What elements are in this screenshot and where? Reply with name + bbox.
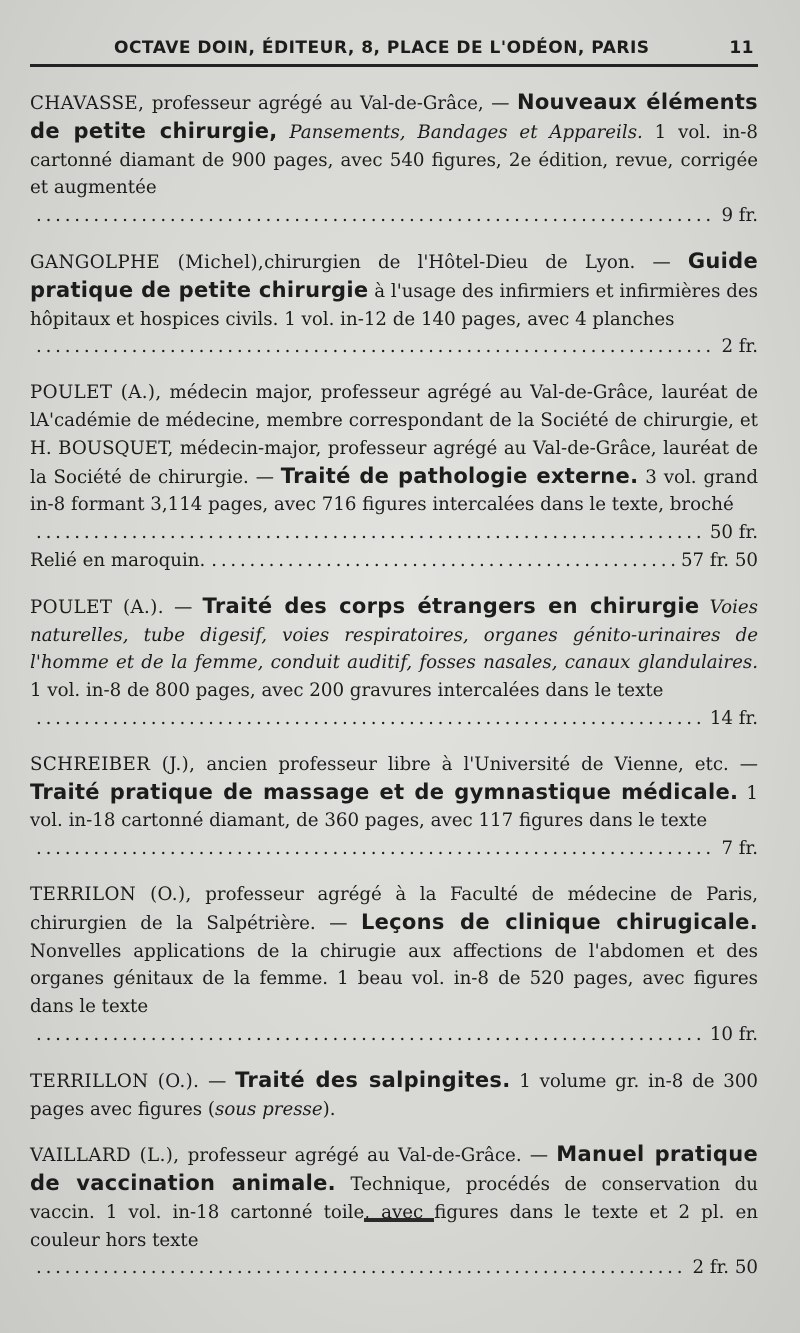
price-row: [30, 202, 758, 230]
entry-author: VAILLARD (L.),: [30, 1145, 180, 1167]
entry-author: TERRILLON (O.).: [30, 1070, 200, 1092]
entry-intro: professeur agrégé au Val-de-Grâce. —: [179, 1145, 557, 1167]
catalog-entry: [30, 751, 758, 863]
price-row: [30, 705, 758, 733]
entry-intro: professeur agrégé à la Faculté de médecine de Paris, chirurgien de la Salpétrière. —: [30, 883, 758, 934]
catalog-entry: [30, 881, 758, 1049]
entry-author: GANGOLPHE (Michel),: [30, 251, 265, 273]
catalog-entry: [30, 1067, 758, 1124]
entry-body: à l'usage des infirmiers et infirmières des hôpitaux et hospices civils. 1 vol. in-12 de 140 pages, avec 4 planches: [30, 280, 758, 330]
catalog-entry: [30, 248, 758, 361]
entry-intro: médecin major, professeur agrégé au Val-de-Grâce, lauréat de lA'cadémie de médecine, membre correspondant de la Société de chirurgie, et H. BOUSQUET, médecin-major, professeur agrégé au Val-de-Grâce, lauréat de la Société de chirurgie. —: [30, 382, 758, 488]
entry-body: 3 vol. grand in-8 formant 3,114 pages, avec 716 figures intercalées dans le texte, broché: [30, 466, 759, 516]
catalog-entry: [30, 593, 758, 733]
entry-body-end: ).: [322, 1098, 336, 1120]
price-row: [30, 835, 758, 863]
entry-price: 14 fr.: [709, 707, 758, 729]
entry-title: Traité des corps étrangers en chirurgie: [202, 593, 700, 618]
entry-price: 50 fr.: [709, 522, 758, 544]
entry-intro: chirurgien de l'Hôtel-Dieu de Lyon. —: [264, 251, 688, 273]
entry-price: 9 fr.: [721, 205, 758, 227]
entry-title: Leçons de clinique chirugicale.: [360, 909, 758, 934]
entry-subtitle: Voies naturelles, tube digesif, voies respiratoires, organes génito-urinaires de l'homme et de la femme, conduit auditif, fosses nasales, canaux glandulaires.: [30, 596, 758, 674]
entry-price: 7 fr.: [721, 838, 758, 860]
entry-body: 1 vol. in-8 cartonné diamant de 900 pages, avec 540 figures, 2e édition, revue, corrigée et augmentée: [30, 121, 758, 199]
entry-title: Traité pratique de massage et de gymnastique médicale.: [30, 779, 739, 804]
price-row: [30, 333, 758, 361]
binding-price: 57 fr. 50: [680, 549, 758, 571]
entry-author: POULET (A.).: [30, 596, 164, 618]
price-row: [30, 1254, 758, 1282]
price-row: [30, 519, 758, 547]
entry-intro: —: [163, 596, 203, 618]
entry-price: 2 fr.: [721, 336, 758, 358]
entry-title: Traité des salpingites.: [235, 1067, 511, 1092]
catalog-entry: [30, 379, 758, 575]
entry-title: Manuel pratique de vaccination animale.: [30, 1142, 758, 1196]
entry-body: Technique, procédés de conservation du vaccin. 1 vol. in-18 cartonné toile, avec figures dans le texte et 2 pl. en couleur hors texte: [30, 1174, 758, 1251]
header-title: OCTAVE DOIN, ÉDITEUR, 8, PLACE DE L'ODÉON, PARIS: [114, 38, 650, 58]
entry-intro: —: [199, 1070, 236, 1092]
entry-body: 1 vol. in-18 cartonné diamant, de 360 pages, avec 117 figures dans le texte: [30, 782, 758, 832]
entry-title: Traité de pathologie externe.: [280, 463, 639, 488]
entry-body: Nonvelles applications de la chirugie aux affections de l'abdomen et des organes génitaux de la femme. 1 beau vol. in-8 de 520 pages, avec figures dans le texte: [30, 940, 758, 1018]
entry-intro: ancien professeur libre à l'Université de Vienne, etc. —: [195, 753, 758, 775]
entry-intro: professeur agrégé au Val-de-Grâce, —: [144, 93, 517, 114]
catalog-entry: [30, 89, 758, 230]
entry-body: 1 vol. in-8 de 800 pages, avec 200 gravures intercalées dans le texte: [30, 680, 664, 702]
running-header: [30, 38, 758, 67]
catalog-entry: [30, 1141, 758, 1282]
price-row: [30, 1021, 758, 1049]
entry-title: Guide pratique de petite chirurgie: [30, 248, 758, 302]
entry-author: CHAVASSE,: [30, 93, 145, 114]
page-number: 11: [729, 38, 754, 58]
entry-subtitle: Pansements, Bandages et Appareils.: [277, 121, 643, 143]
entry-price: 10 fr.: [709, 1023, 758, 1045]
entry-note: sous presse: [215, 1098, 323, 1120]
price-row-bound: [30, 547, 758, 575]
end-rule: [364, 1218, 434, 1222]
entry-body: 1 volume gr. in-8 de 300 pages avec figures (: [30, 1070, 759, 1120]
entry-author: SCHREIBER (J.),: [30, 753, 196, 775]
entry-title: Nouveaux éléments de petite chirurgie,: [30, 90, 758, 143]
entry-author: POULET (A.),: [30, 382, 162, 404]
binding-label: Relié en maroquin.: [30, 549, 206, 571]
entry-price: 2 fr. 50: [692, 1257, 758, 1279]
entry-author: TERRILON (O.),: [30, 883, 192, 905]
